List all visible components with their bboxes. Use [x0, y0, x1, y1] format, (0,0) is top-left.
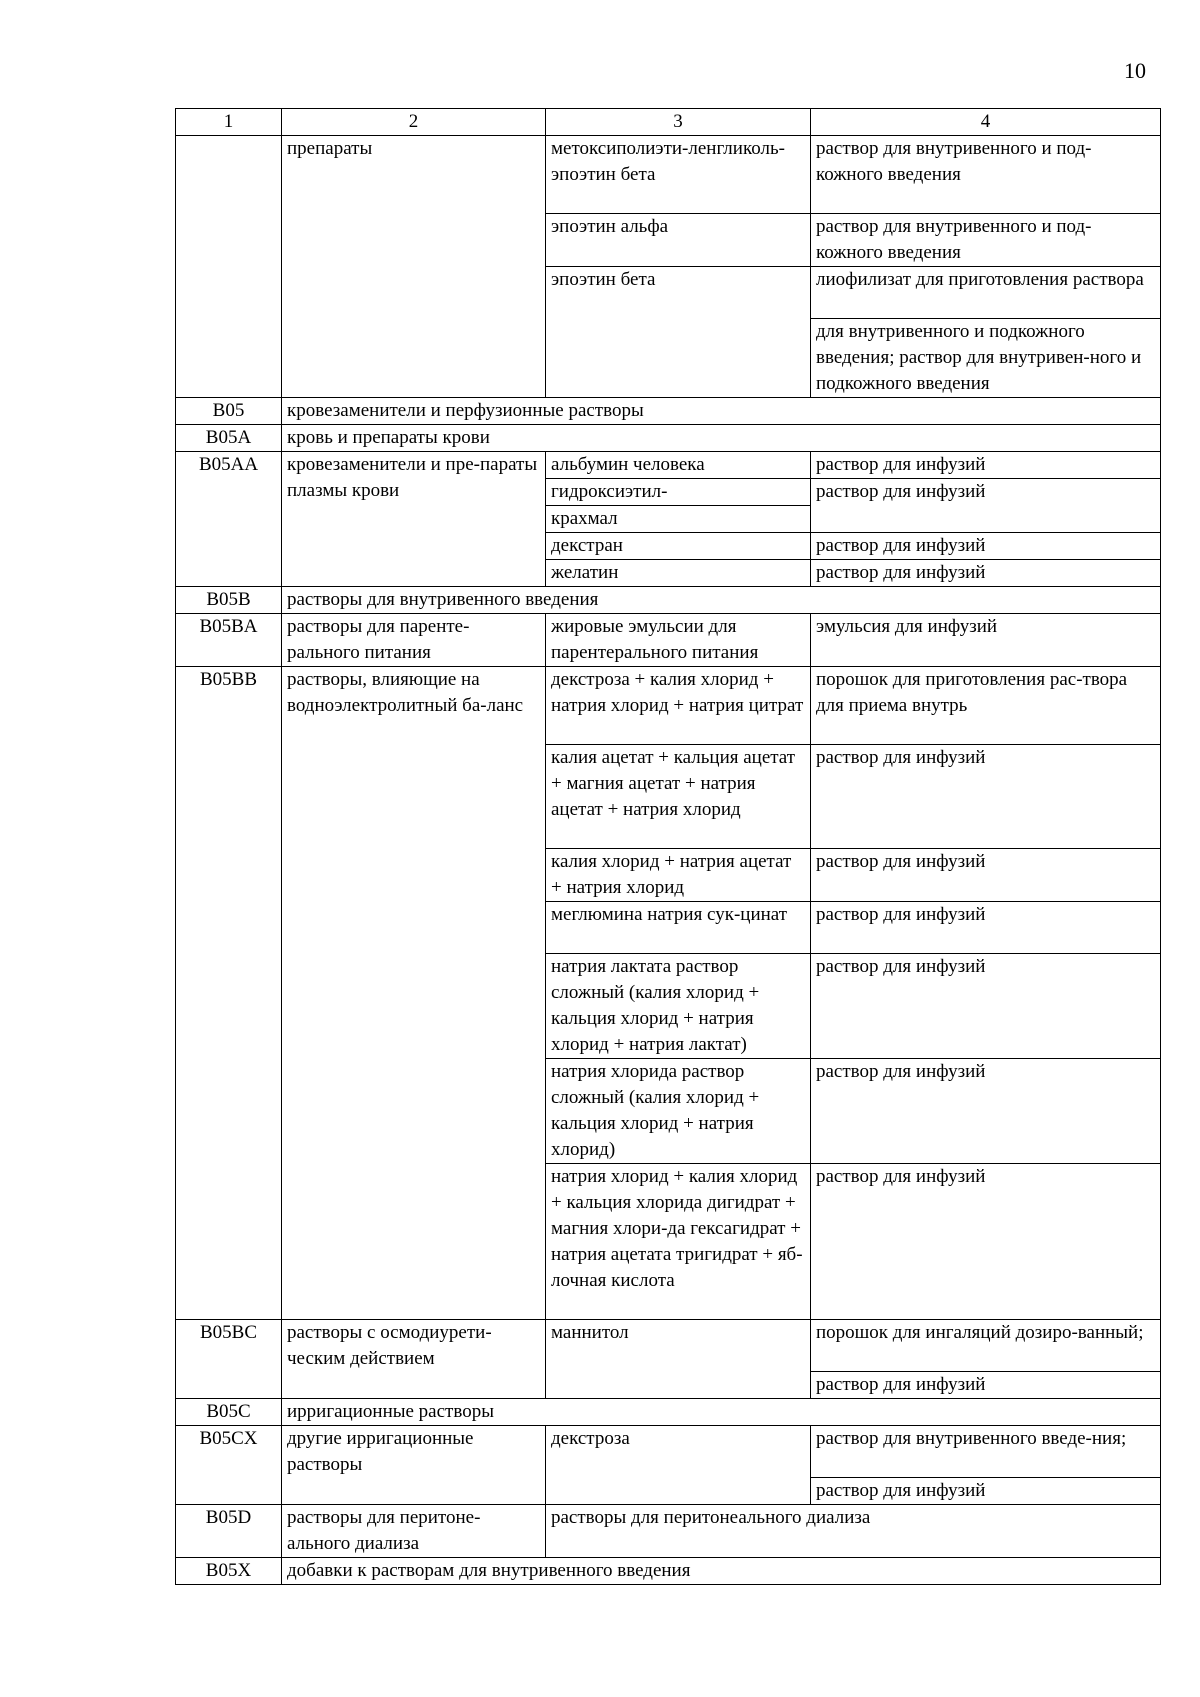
atc-code-cell: B05D: [176, 1505, 282, 1558]
dosage-form-cell: раствор для инфузий: [811, 533, 1161, 560]
dosage-form-cell: эмульсия для инфузий: [811, 614, 1161, 667]
substance-cell: калия ацетат + кальция ацетат + магния ацетат + натрия ацетат + натрия хлорид: [546, 745, 811, 849]
table-row: [176, 667, 1161, 745]
dosage-form-cell: лиофилизат для приготовления раствора: [811, 267, 1161, 319]
substance-cell: растворы для перитонеального диализа: [546, 1505, 1161, 1558]
dosage-form-cell: раствор для инфузий: [811, 1372, 1161, 1399]
group-cell: растворы с осмодиурети-ческим действием: [282, 1320, 546, 1399]
atc-code-cell: B05C: [176, 1399, 282, 1426]
dosage-form-cell: раствор для внутривенного и под-кожного введения: [811, 214, 1161, 267]
atc-code-cell: B05BC: [176, 1320, 282, 1399]
table-row: [176, 425, 1161, 452]
atc-code-cell: [176, 136, 282, 398]
substance-cell: метоксиполиэти-ленгликоль-эпоэтин бета: [546, 136, 811, 214]
page-number: 10: [1124, 58, 1146, 83]
substance-cell: натрия хлорид + калия хлорид + кальция хлорида дигидрат + магния хлори-да гексагидрат + натрия ацетата тригидрат + яб-лочная кислота: [546, 1164, 811, 1320]
medication-table: [175, 108, 1161, 1585]
group-cell: добавки к растворам для внутривенного введения: [282, 1558, 1161, 1585]
table-row: [176, 587, 1161, 614]
substance-cell: гидроксиэтил-: [546, 479, 811, 506]
table-row: [176, 1399, 1161, 1426]
dosage-form-cell: раствор для инфузий: [811, 902, 1161, 954]
table-row: [176, 398, 1161, 425]
header-cell: 3: [546, 109, 811, 136]
table-row: [176, 1320, 1161, 1372]
atc-code-cell: B05BB: [176, 667, 282, 1320]
group-cell: растворы для паренте-рального питания: [282, 614, 546, 667]
substance-cell: эпоэтин бета: [546, 267, 811, 398]
dosage-form-cell: раствор для инфузий: [811, 954, 1161, 1059]
table-row: [176, 452, 1161, 479]
table-row: [176, 1558, 1161, 1585]
dosage-form-cell: раствор для инфузий: [811, 479, 1161, 533]
substance-cell: декстран: [546, 533, 811, 560]
group-cell: другие ирригационные растворы: [282, 1426, 546, 1505]
substance-cell: эпоэтин альфа: [546, 214, 811, 267]
dosage-form-cell: раствор для инфузий: [811, 452, 1161, 479]
group-cell: препараты: [282, 136, 546, 398]
table-row: [176, 1505, 1161, 1558]
substance-cell: маннитол: [546, 1320, 811, 1399]
dosage-form-cell: для внутривенного и подкожного введения; раствор для внутривен-ного и подкожного введения: [811, 319, 1161, 398]
substance-cell: натрия лактата раствор сложный (калия хлорид + кальция хлорид + натрия хлорид + натрия лактат): [546, 954, 811, 1059]
atc-code-cell: B05A: [176, 425, 282, 452]
dosage-form-cell: раствор для инфузий: [811, 1478, 1161, 1505]
table-row: [176, 614, 1161, 667]
header-cell: 2: [282, 109, 546, 136]
table-row: [176, 136, 1161, 214]
group-cell: растворы, влияющие на водноэлектролитный ба-ланс: [282, 667, 546, 1320]
group-cell: растворы для внутривенного введения: [282, 587, 1161, 614]
header-cell: 1: [176, 109, 282, 136]
dosage-form-cell: порошок для ингаляций дозиро-ванный;: [811, 1320, 1161, 1372]
dosage-form-cell: раствор для инфузий: [811, 560, 1161, 587]
substance-cell: декстроза + калия хлорид + натрия хлорид + натрия цитрат: [546, 667, 811, 745]
table-row: [176, 1426, 1161, 1478]
dosage-form-cell: раствор для инфузий: [811, 745, 1161, 849]
atc-code-cell: B05: [176, 398, 282, 425]
substance-cell: крахмал: [546, 506, 811, 533]
group-cell: кровезаменители и пре-параты плазмы крови: [282, 452, 546, 587]
group-cell: растворы для перитоне-ального диализа: [282, 1505, 546, 1558]
group-cell: ирригационные растворы: [282, 1399, 1161, 1426]
dosage-form-cell: порошок для приготовления рас-твора для приема внутрь: [811, 667, 1161, 745]
substance-cell: жировые эмульсии для парентерального питания: [546, 614, 811, 667]
atc-code-cell: B05B: [176, 587, 282, 614]
atc-code-cell: B05BA: [176, 614, 282, 667]
substance-cell: калия хлорид + натрия ацетат + натрия хлорид: [546, 849, 811, 902]
dosage-form-cell: раствор для инфузий: [811, 849, 1161, 902]
dosage-form-cell: раствор для инфузий: [811, 1059, 1161, 1164]
group-cell: кровь и препараты крови: [282, 425, 1161, 452]
header-cell: 4: [811, 109, 1161, 136]
dosage-form-cell: раствор для инфузий: [811, 1164, 1161, 1320]
atc-code-cell: B05X: [176, 1558, 282, 1585]
dosage-form-cell: раствор для внутривенного введе-ния;: [811, 1426, 1161, 1478]
substance-cell: декстроза: [546, 1426, 811, 1505]
atc-code-cell: B05CX: [176, 1426, 282, 1505]
substance-cell: альбумин человека: [546, 452, 811, 479]
substance-cell: меглюмина натрия сук-цинат: [546, 902, 811, 954]
substance-cell: натрия хлорида раствор сложный (калия хлорид + кальция хлорид + натрия хлорид): [546, 1059, 811, 1164]
group-cell: кровезаменители и перфузионные растворы: [282, 398, 1161, 425]
dosage-form-cell: раствор для внутривенного и под-кожного введения: [811, 136, 1161, 214]
table-header-row: [176, 109, 1161, 136]
atc-code-cell: B05AA: [176, 452, 282, 587]
substance-cell: желатин: [546, 560, 811, 587]
